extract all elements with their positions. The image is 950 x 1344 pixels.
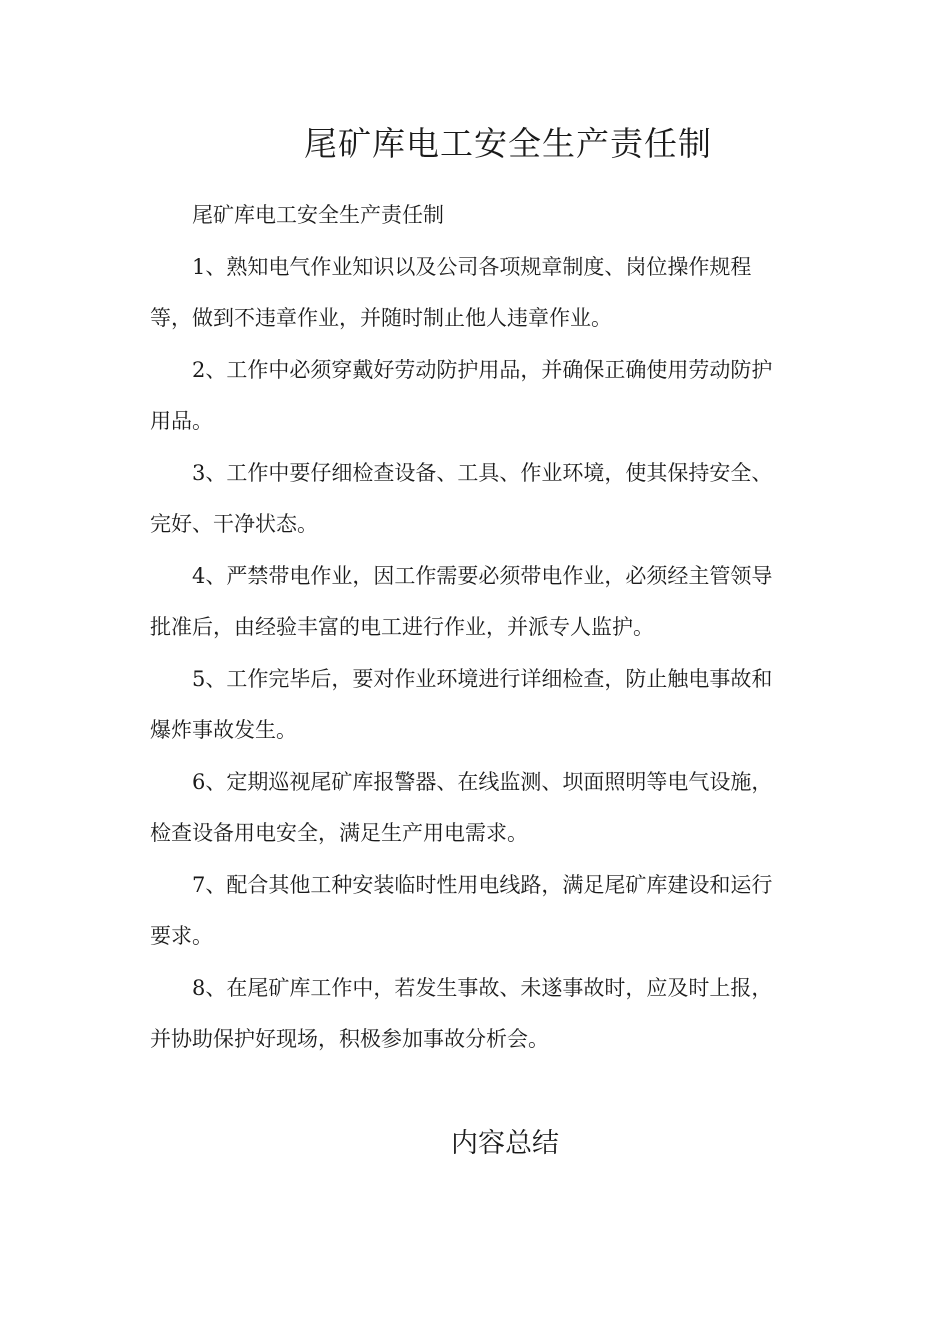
responsibility-item-4: 4、严禁带电作业，因工作需要必须带电作业，必须经主管领导批准后，由经验丰富的电工进行作业，并派专人监护。 bbox=[150, 563, 773, 639]
responsibility-item-7: 7、配合其他工种安装临时性用电线路，满足尾矿库建设和运行要求。 bbox=[150, 872, 773, 948]
responsibility-item-1: 1、熟知电气作业知识以及公司各项规章制度、岗位操作规程等，做到不违章作业，并随时制止他人违章作业。 bbox=[150, 254, 752, 330]
responsibility-item-5: 5、工作完毕后，要对作业环境进行详细检查，防止触电事故和爆炸事故发生。 bbox=[150, 666, 773, 742]
responsibility-item-8: 8、在尾矿库工作中，若发生事故、未遂事故时，应及时上报，并协助保护好现场，积极参加事故分析会。 bbox=[150, 975, 773, 1051]
responsibility-item-6: 6、定期巡视尾矿库报警器、在线监测、坝面照明等电气设施，检查设备用电安全，满足生产用电需求。 bbox=[150, 769, 773, 845]
responsibility-item-2: 2、工作中必须穿戴好劳动防护用品，并确保正确使用劳动防护用品。 bbox=[150, 357, 773, 433]
responsibility-item-3: 3、工作中要仔细检查设备、工具、作业环境，使其保持安全、完好、干净状态。 bbox=[150, 460, 773, 536]
document-body bbox=[150, 190, 790, 1066]
document-subtitle: 尾矿库电工安全生产责任制 bbox=[192, 203, 444, 227]
summary-heading: 内容总结 bbox=[451, 1128, 559, 1159]
document-title: 尾矿库电工安全生产责任制 bbox=[304, 124, 712, 163]
